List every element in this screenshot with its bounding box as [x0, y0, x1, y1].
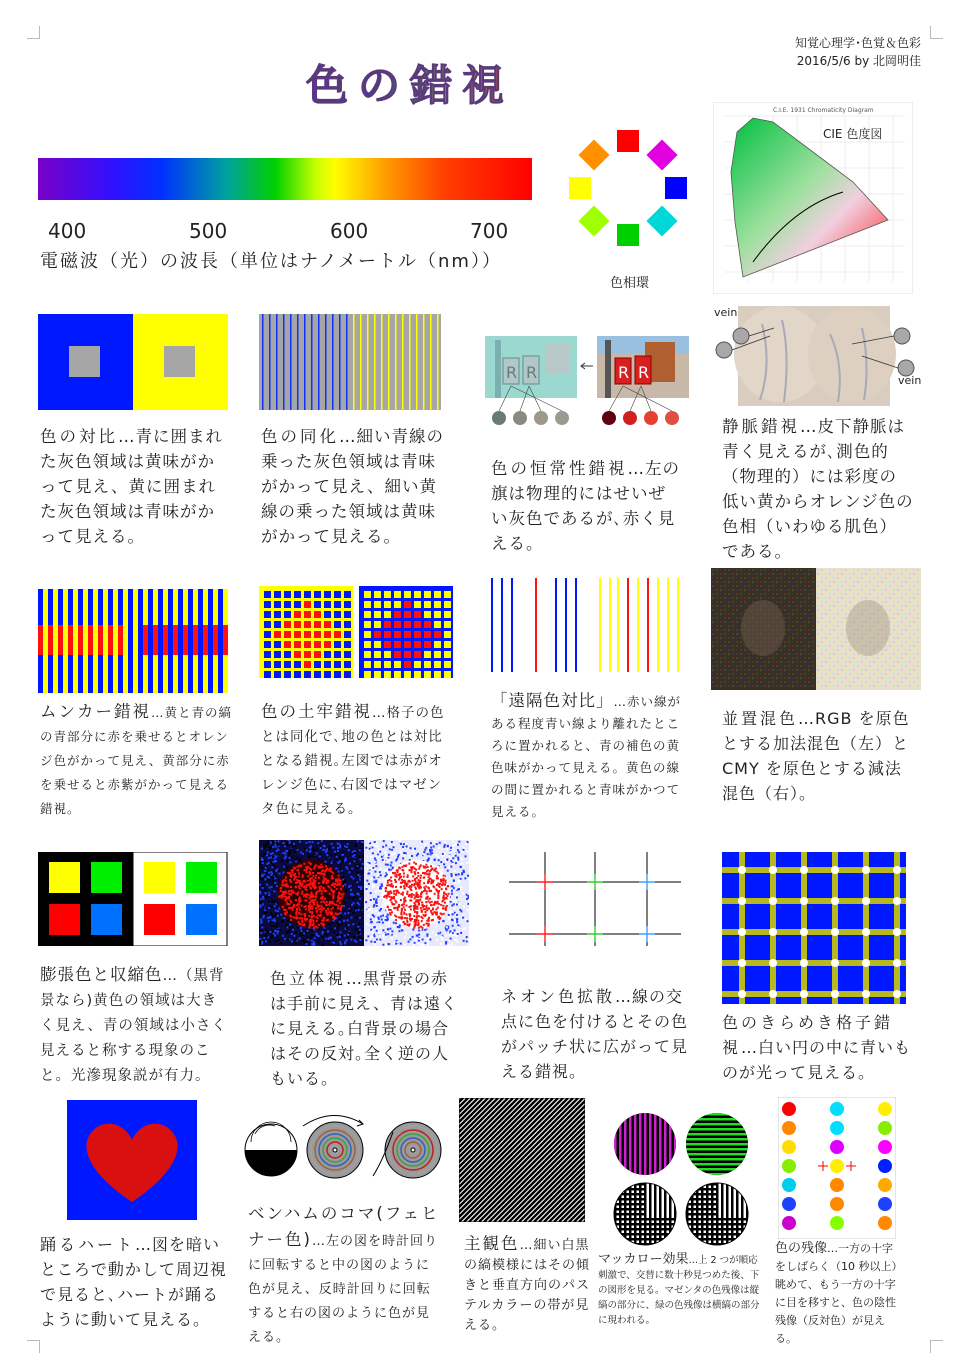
color-constancy-figure	[485, 336, 690, 428]
body: …青に囲まれた灰色領域は黄味がかって見え、黄に囲まれた灰色領域は青味がかって見える。	[40, 427, 223, 546]
cie-chromaticity-diagram	[713, 102, 913, 294]
corner-mark	[930, 26, 943, 39]
heading: 踊るハート	[40, 1235, 136, 1254]
body: …黄と青の縞の青部分に赤を乗せるとオレンジ色がかって見え、黄部分に赤を乗せると赤紫がかって見える錯視。	[40, 705, 233, 816]
tick-600: 600	[330, 219, 369, 243]
heading: 主観色	[464, 1234, 520, 1253]
heading: 色立体視	[270, 969, 347, 988]
heading: 並置混色	[722, 709, 799, 728]
body: …図を暗いところで動かして周辺視で見ると､ハートが踊るように動いて見える。	[40, 1235, 227, 1329]
text-benham	[248, 1202, 440, 1350]
text-color-assimilation	[261, 424, 451, 549]
page-title-art	[298, 60, 628, 110]
heading: 色の恒常性錯視	[491, 459, 628, 478]
heading: 静脈錯視	[722, 417, 800, 436]
page-title: 色の錯視	[306, 61, 515, 110]
neon-spreading-figure	[509, 852, 681, 946]
body: …（黒背景なら)黄色の領域は大きく見え、青の領域は小さく見えると称する現象のこと。光滲現象説が有力。	[40, 968, 227, 1084]
heading: マッカロー効果	[598, 1252, 689, 1267]
spectrum-caption: 電磁波（光）の波長（単位はナノメートル（nm））	[40, 251, 502, 272]
text-dungeon	[261, 700, 453, 821]
body: …細い白黒の縞模様にはその傾きと垂直方向のパステルカラーの帯が見える。	[464, 1238, 591, 1333]
color-contrast-figure	[38, 314, 228, 410]
remote-color-contrast-figure	[489, 578, 685, 672]
text-scintillating	[722, 1010, 914, 1085]
text-remote-contrast	[491, 690, 685, 823]
heading: 色の対比	[40, 427, 118, 446]
header-date-author: 2016/5/6 by 北岡明佳	[796, 54, 921, 68]
heading: ムンカー錯視	[40, 702, 151, 721]
dungeon-illusion-figure	[259, 586, 453, 678]
heading: 「遠隔色対比」	[491, 691, 614, 710]
body: …RGB を原色とする加法混色（左）と CMY を原色とする減法混色（右）。	[722, 709, 910, 803]
heading: 膨張色と収縮色	[40, 965, 163, 984]
heading: 色の同化	[261, 427, 339, 446]
heading: 色のきらめき格子錯視	[722, 1013, 894, 1057]
body: …格子の色とは同化で､地の色とは対比となる錯視｡左図では赤がオレンジ色に､右図ではマゼンタ色に見える。	[261, 705, 445, 817]
body: …上 2 つが順応刺激で、交替に数十秒見つめた後、下の図形を見る。マゼンタの色残像は縦縞の部分に、緑の色残像は横縞の部分に現われる。	[598, 1255, 760, 1326]
hue-circle-caption: 色相環	[610, 276, 650, 291]
expansion-contraction-figure	[38, 852, 228, 946]
text-color-constancy	[491, 456, 683, 556]
cie-label: CIE 色度図	[823, 127, 883, 141]
tick-500: 500	[189, 219, 228, 243]
text-munker	[40, 700, 232, 821]
vein-label: vein	[714, 306, 738, 319]
body: …左の旗は物理的にはせいぜい灰色であるが､赤く見える。	[491, 459, 680, 553]
benham-top-figure	[243, 1110, 443, 1190]
text-dancing-heart	[40, 1232, 232, 1332]
flag-letter: R	[638, 363, 650, 382]
juxtaposed-mixing-figure	[711, 568, 921, 690]
header-course: 知覚心理学･色覚＆色彩	[794, 36, 921, 50]
heading: ベンハムのコマ(フェヒナー色)	[248, 1204, 440, 1249]
spectrum-bar	[38, 158, 532, 200]
body: …白い円の中に青いものが光って見える。	[722, 1038, 912, 1082]
body: …黒背景の赤は手前に見え、青は遠くに見える｡白背景の場合はその反対｡全く逆の人もいる。	[270, 969, 458, 1088]
text-subjective-color	[464, 1234, 592, 1336]
heading: 色の残像	[775, 1241, 828, 1256]
corner-mark	[27, 1340, 40, 1353]
mccollough-effect-figure	[612, 1110, 752, 1250]
text-expansion	[40, 962, 232, 1089]
munker-illusion-figure	[38, 589, 228, 693]
afterimage-figure	[778, 1097, 896, 1239]
tick-700: 700	[470, 219, 509, 243]
heading: 色の土牢錯視	[261, 702, 372, 721]
hue-circle	[565, 126, 690, 251]
tick-400: 400	[48, 219, 87, 243]
vein-label: vein	[898, 374, 922, 387]
subjective-color-figure	[459, 1098, 585, 1222]
heading: ネオン色拡散	[501, 987, 616, 1006]
vein-illusion-figure	[712, 304, 922, 408]
text-juxtaposed	[722, 706, 914, 806]
text-vein-illusion	[722, 414, 914, 564]
flag-letter: R	[506, 363, 518, 382]
body: …線の交点に色を付けるとその色がパッチ状に広がって見える錯視。	[501, 987, 689, 1081]
flag-letter: R	[526, 363, 538, 382]
flag-letter: R	[618, 363, 630, 382]
body: …赤い線がある程度青い線より離れたところに置かれると、青の補色の黄色味がかって見える。黄色の線の間に置かれると青味がかつて見える。	[491, 694, 682, 819]
body: …一方の十字をしばらく（10 秒以上）眺めて、もう一方の十字に目を移すと、色の陰性残像（反対色）が見える。	[775, 1242, 897, 1345]
scintillating-grid-figure	[722, 852, 906, 1004]
corner-mark	[930, 1340, 943, 1353]
text-mccollough	[598, 1252, 764, 1328]
cie-chart-title: C.I.E. 1931 Chromaticity Diagram	[773, 107, 874, 114]
text-afterimage	[775, 1240, 899, 1348]
dancing-heart-figure	[67, 1100, 197, 1220]
text-neon	[501, 984, 695, 1084]
body: …細い青線の乗った灰色領域は青味がかって見え、細い黄線の乗った領域は黄味がかって見える。	[261, 427, 444, 546]
body: …左の図を時計回りに回転すると中の図のように色が見え、反時計回りに回転すると右の図のように色が見える。	[248, 1234, 438, 1345]
body: …皮下静脈は青く見えるが､測色的（物理的）には彩度の低い黄からオレンジ色の色相（いわゆる肌色）である。	[722, 417, 914, 561]
color-assimilation-figure	[259, 314, 441, 410]
text-chromostereopsis	[270, 966, 464, 1091]
corner-mark	[27, 26, 40, 39]
text-color-contrast	[40, 424, 230, 549]
chromostereopsis-figure	[259, 840, 469, 946]
